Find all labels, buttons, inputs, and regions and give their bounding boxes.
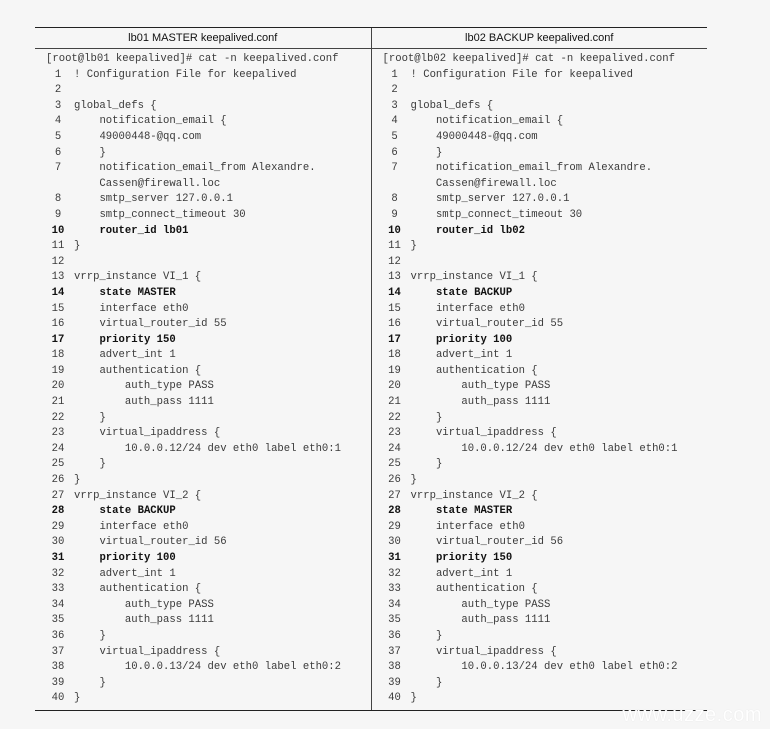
line-text: state BACKUP [410, 286, 513, 299]
config-line [383, 333, 708, 349]
line-text: advert_int 1 [74, 349, 176, 362]
line-number: 20 [388, 380, 401, 393]
line-text: 49000448-@qq.com [74, 130, 202, 143]
line-text: vrrp_instance VI_1 { [410, 271, 538, 284]
lb01-config-column [35, 49, 371, 710]
config-line [46, 442, 371, 458]
config-line [383, 379, 708, 395]
line-number: 40 [388, 692, 401, 705]
config-line [383, 582, 708, 598]
line-text: interface eth0 [410, 520, 525, 533]
config-line [383, 473, 708, 489]
config-comparison-table [35, 27, 707, 711]
line-number: 31 [51, 552, 65, 564]
config-line [46, 192, 371, 208]
line-number: 35 [388, 614, 401, 627]
table-body-row [35, 49, 707, 710]
line-number: 22 [388, 411, 401, 424]
line-text [411, 255, 708, 271]
line-number: 19 [388, 364, 401, 377]
config-line [383, 613, 708, 629]
line-text: } [410, 146, 443, 159]
line-number: 30 [51, 536, 65, 549]
line-number: 28 [51, 505, 65, 518]
line-number: 3 [54, 99, 62, 112]
line-text: } [410, 458, 443, 471]
config-line [46, 551, 371, 567]
line-number: 17 [388, 333, 401, 346]
config-line [383, 68, 708, 84]
line-number: 32 [51, 567, 65, 580]
config-line [46, 68, 371, 84]
line-text: auth_pass 1111 [74, 614, 214, 627]
lb02-config-lines [383, 68, 708, 707]
line-text: } [410, 240, 417, 253]
line-text: notification_email_from Alexandre. Cassen@firewall.loc [99, 162, 316, 190]
header-lb01: lb01 MASTER keepalived.conf [128, 32, 278, 44]
line-number: 26 [51, 474, 65, 487]
line-text: smtp_connect_timeout 30 [74, 208, 246, 221]
config-line [46, 364, 371, 380]
config-line [383, 255, 708, 271]
line-number: 23 [388, 427, 401, 440]
line-number: 22 [51, 411, 65, 424]
config-line [46, 379, 371, 395]
line-number: 16 [51, 318, 65, 331]
line-text: smtp_connect_timeout 30 [410, 208, 583, 221]
line-text: advert_int 1 [410, 567, 513, 580]
line-number: 25 [51, 458, 65, 471]
line-number: 33 [388, 583, 401, 596]
line-text: } [410, 692, 417, 705]
config-line [46, 114, 371, 130]
line-text: smtp_server 127.0.0.1 [74, 193, 233, 206]
config-line [383, 457, 708, 473]
line-text: authentication { [74, 364, 202, 377]
line-text: notification_email_from Alexandre. Cassen@firewall.loc [435, 162, 653, 190]
config-line [383, 99, 708, 115]
config-line [46, 333, 371, 349]
line-number: 4 [391, 115, 398, 128]
line-text: ! Configuration File for keepalived [74, 68, 297, 81]
line-text [74, 255, 371, 271]
line-number: 8 [391, 193, 398, 206]
config-line [383, 411, 708, 427]
line-number: 38 [51, 661, 65, 674]
line-text: virtual_router_id 55 [410, 318, 564, 331]
config-line [46, 302, 371, 318]
config-line [46, 130, 371, 146]
config-line [383, 520, 708, 536]
line-text: } [410, 676, 443, 689]
line-number: 26 [388, 474, 401, 487]
line-number: 6 [54, 146, 62, 159]
line-number: 19 [51, 364, 65, 377]
line-number: 12 [51, 255, 65, 268]
line-text: } [410, 474, 417, 487]
config-line [383, 442, 708, 458]
config-line [383, 146, 708, 162]
config-line [383, 224, 708, 240]
line-number: 21 [388, 396, 401, 409]
line-text: authentication { [74, 583, 202, 596]
lb01-shell-command: [root@lb01 keepalived]# cat -n keepalived.conf [46, 53, 339, 65]
config-line [383, 395, 708, 411]
header-lb02: lb02 BACKUP keepalived.conf [371, 28, 708, 48]
config-line [46, 520, 371, 536]
line-number: 18 [388, 349, 401, 362]
line-text: auth_pass 1111 [410, 614, 551, 627]
config-line [46, 629, 371, 645]
line-text: vrrp_instance VI_2 { [410, 489, 538, 502]
line-text: } [74, 411, 106, 424]
config-line [46, 598, 371, 614]
line-text: smtp_server 127.0.0.1 [410, 193, 570, 206]
line-text: } [74, 676, 106, 689]
line-number: 1 [54, 68, 62, 81]
line-number: 14 [388, 286, 401, 299]
line-number: 37 [51, 645, 65, 658]
line-text: priority 150 [410, 552, 513, 564]
config-line [46, 567, 371, 583]
line-text: vrrp_instance VI_2 { [74, 489, 202, 502]
config-line [383, 130, 708, 146]
line-text: } [74, 458, 106, 471]
line-number: 34 [388, 598, 401, 611]
line-text: 10.0.0.12/24 dev eth0 label eth0:1 [74, 442, 342, 455]
line-text: authentication { [410, 364, 538, 377]
config-line [46, 208, 371, 224]
config-line [46, 224, 371, 240]
line-text: virtual_ipaddress { [74, 427, 221, 440]
line-text: virtual_router_id 56 [74, 536, 227, 549]
line-text: auth_pass 1111 [410, 396, 551, 409]
line-text: state BACKUP [74, 505, 176, 518]
config-line [383, 348, 708, 364]
line-text [74, 83, 371, 99]
config-line [383, 83, 708, 99]
line-text: vrrp_instance VI_1 { [74, 271, 202, 284]
line-text: global_defs { [410, 99, 494, 112]
line-number: 38 [388, 661, 401, 674]
line-number: 32 [388, 567, 401, 580]
line-number: 14 [51, 286, 65, 299]
line-text: } [410, 411, 443, 424]
line-number: 6 [391, 146, 398, 159]
line-number: 2 [391, 84, 398, 97]
config-line [46, 395, 371, 411]
line-text: } [74, 692, 81, 705]
line-text: 10.0.0.13/24 dev eth0 label eth0:2 [74, 661, 342, 674]
config-line [383, 192, 708, 208]
line-text: advert_int 1 [410, 349, 513, 362]
config-line [46, 348, 371, 364]
config-line [46, 660, 371, 676]
config-line [383, 535, 708, 551]
config-line [383, 598, 708, 614]
line-number: 23 [51, 427, 65, 440]
table-header-row [35, 28, 707, 49]
line-text: ! Configuration File for keepalived [410, 68, 634, 81]
line-text: } [410, 629, 443, 642]
lb02-config-column [371, 49, 708, 710]
line-text: interface eth0 [74, 520, 189, 533]
line-text: notification_email { [410, 115, 564, 128]
config-line [46, 457, 371, 473]
config-line [383, 629, 708, 645]
line-number: 15 [51, 302, 65, 315]
config-line [46, 645, 371, 661]
line-number: 13 [388, 271, 401, 284]
line-number: 35 [51, 614, 65, 627]
line-number: 1 [391, 68, 398, 81]
watermark: www.uzze.com [622, 704, 762, 726]
config-line [46, 286, 371, 302]
config-line [46, 146, 371, 162]
line-number: 5 [391, 130, 398, 143]
line-number: 8 [54, 193, 62, 206]
line-text: virtual_ipaddress { [74, 645, 221, 658]
config-line [383, 676, 708, 692]
config-line [46, 411, 371, 427]
line-number: 16 [388, 318, 401, 331]
line-text: } [74, 474, 81, 487]
line-text: interface eth0 [410, 302, 525, 315]
line-number: 36 [51, 629, 65, 642]
line-number: 40 [51, 692, 65, 705]
line-number: 39 [51, 676, 65, 689]
config-line [383, 645, 708, 661]
config-line [46, 83, 371, 99]
config-line [46, 691, 371, 707]
line-number: 29 [388, 520, 401, 533]
line-text: virtual_ipaddress { [410, 645, 557, 658]
line-number: 18 [51, 349, 65, 362]
line-text: virtual_router_id 55 [74, 318, 227, 331]
line-number: 28 [388, 505, 401, 518]
config-line [46, 255, 371, 271]
line-text: auth_type PASS [410, 598, 551, 611]
line-text: state MASTER [74, 286, 176, 299]
line-number: 4 [54, 115, 62, 128]
line-number: 39 [388, 676, 401, 689]
config-line [383, 239, 708, 255]
line-number: 20 [51, 380, 65, 393]
line-text: state MASTER [410, 505, 513, 518]
line-text: priority 100 [410, 333, 513, 346]
line-text: authentication { [410, 583, 538, 596]
line-number: 27 [51, 489, 65, 502]
line-number: 13 [51, 271, 65, 284]
config-line [46, 239, 371, 255]
line-number: 27 [388, 489, 401, 502]
line-number: 10 [51, 224, 65, 237]
line-text: notification_email { [74, 115, 227, 128]
line-text: priority 150 [74, 333, 176, 346]
line-text: } [74, 146, 106, 159]
config-line [46, 489, 371, 505]
line-text: } [74, 629, 106, 642]
line-text: auth_type PASS [74, 598, 214, 611]
config-line [46, 613, 371, 629]
line-number: 29 [51, 520, 65, 533]
config-line [46, 535, 371, 551]
lb01-config-lines [46, 68, 371, 707]
line-number: 11 [51, 240, 65, 253]
line-text: priority 100 [74, 552, 176, 564]
config-line [383, 504, 708, 520]
line-number: 12 [388, 255, 401, 268]
config-line [46, 161, 371, 192]
config-line [383, 660, 708, 676]
config-line [383, 302, 708, 318]
line-number: 10 [388, 224, 401, 237]
config-line [383, 317, 708, 333]
line-text: router_id lb01 [74, 224, 189, 237]
config-line [46, 676, 371, 692]
config-line [46, 504, 371, 520]
line-number: 17 [51, 333, 65, 346]
config-line [383, 567, 708, 583]
line-text [411, 83, 708, 99]
config-line [383, 426, 708, 442]
line-number: 33 [51, 583, 65, 596]
line-number: 15 [388, 302, 401, 315]
config-line [46, 99, 371, 115]
line-text: global_defs { [74, 99, 157, 112]
line-text: auth_pass 1111 [74, 396, 214, 409]
line-number: 34 [51, 598, 65, 611]
line-text: 10.0.0.12/24 dev eth0 label eth0:1 [410, 442, 678, 455]
config-line [46, 317, 371, 333]
config-line [383, 364, 708, 380]
config-line [383, 114, 708, 130]
line-number: 36 [388, 629, 401, 642]
line-number: 25 [388, 458, 401, 471]
line-text: 10.0.0.13/24 dev eth0 label eth0:2 [410, 661, 678, 674]
line-number: 7 [391, 162, 398, 175]
line-text: virtual_router_id 56 [410, 536, 564, 549]
line-number: 9 [54, 208, 62, 221]
line-number: 30 [388, 536, 401, 549]
line-number: 5 [54, 130, 62, 143]
config-line [383, 286, 708, 302]
line-number: 31 [388, 552, 401, 564]
config-line [46, 270, 371, 286]
line-number: 3 [391, 99, 398, 112]
line-number: 37 [388, 645, 401, 658]
line-number: 9 [391, 208, 398, 221]
line-number: 21 [51, 396, 65, 409]
line-number: 24 [51, 442, 65, 455]
config-line [383, 270, 708, 286]
line-text: advert_int 1 [74, 567, 176, 580]
line-number: 24 [388, 442, 401, 455]
config-line [46, 582, 371, 598]
line-number: 11 [388, 240, 401, 253]
line-text: auth_type PASS [74, 380, 214, 393]
line-text: router_id lb02 [410, 224, 525, 237]
line-text: 49000448-@qq.com [410, 130, 538, 143]
config-line [46, 473, 371, 489]
line-number: 2 [54, 84, 62, 97]
config-line [383, 489, 708, 505]
config-line [383, 161, 708, 192]
config-line [383, 551, 708, 567]
line-text: interface eth0 [74, 302, 189, 315]
lb02-shell-command: [root@lb02 keepalived]# cat -n keepalived.conf [382, 53, 675, 65]
line-number: 7 [54, 162, 62, 175]
line-text: auth_type PASS [410, 380, 551, 393]
config-line [383, 208, 708, 224]
config-line [46, 426, 371, 442]
line-text: } [74, 240, 81, 253]
line-text: virtual_ipaddress { [410, 427, 557, 440]
